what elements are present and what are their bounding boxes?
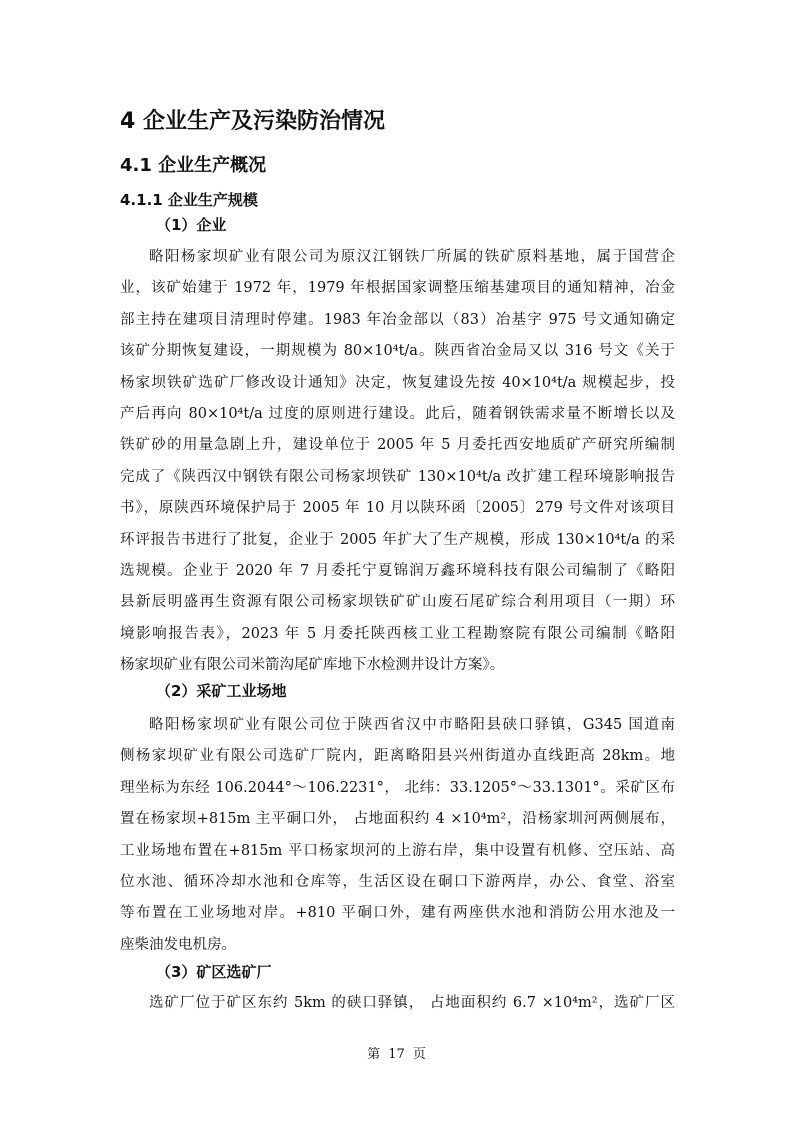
text-line: 境影响报告表》，2023 年 5 月委托陕西核工业工程勘察院有限公司编制《略阳 [120, 625, 675, 642]
item-heading-concentrator: （3）矿区选矿厂 [156, 963, 272, 981]
text-line: 略阳杨家坝矿业有限公司位于陕西省汉中市略阳县硖口驿镇，G345 国道南 [149, 717, 675, 733]
text-line: 座柴油发电机房。 [120, 936, 236, 953]
page-number-prefix: 第 [367, 1047, 381, 1062]
text-line: 产后再向 80×10⁴t/a 过度的原则进行建设。此后，随着钢铁需求量不断增长以及 [120, 405, 675, 422]
text-line: 完成了《陕西汉中钢铁有限公司杨家坝铁矿 130×10⁴t/a 改扩建工程环境影响报告 [120, 468, 675, 485]
text-line: 县新辰明盛再生资源有限公司杨家坝铁矿矿山废石尾矿综合利用项目（一期）环 [120, 594, 675, 611]
page-number: 17 [388, 1047, 405, 1062]
text-line: 书》，原陕西环境保护局于 2005 年 10 月以陕环函〔2005〕279 号文件对该项目 [120, 500, 675, 517]
text-line: 部主持在建项目清理时停建。1983 年冶金部以（83）冶基字 975 号文通知确定 [120, 311, 675, 328]
text-line: 该矿分期恢复建设，一期规模为 80×10⁴t/a。陕西省冶金局又以 316 号文《关于 [120, 343, 675, 360]
text-line: 业，该矿始建于 1972 年，1979 年根据国家调整压缩基建项目的通知精神，冶金 [120, 280, 675, 297]
text-line: 选规模。企业于 2020 年 7 月委托宁夏锦润万鑫环境科技有限公司编制了《略阳 [120, 562, 675, 579]
item-heading-mining-site: （2）采矿工业场地 [156, 682, 287, 700]
paragraph-enterprise [120, 242, 675, 681]
paragraph-mining-site [120, 710, 675, 961]
text-line: 铁矿砂的用量急剧上升，建设单位于 2005 年 5 月委托西安地质矿产研究所编制 [120, 437, 675, 454]
page-footer [0, 1043, 793, 1062]
text-line: 杨家坝铁矿选矿厂修改设计通知》决定，恢复建设先按 40×10⁴t/a 规模起步，投 [120, 374, 675, 391]
text-line: 略阳杨家坝矿业有限公司为原汉江钢铁厂所属的铁矿原料基地，属于国营企 [149, 249, 675, 265]
page-number-suffix: 页 [412, 1047, 426, 1062]
text-line: 位水池、循环冷却水池和仓库等，生活区设在硐口下游两岸，办公、食堂、浴室 [120, 873, 675, 890]
text-line: 理坐标为东经 106.2044°～106.2231°， 北纬：33.1205°～33.1301°。采矿区布 [120, 779, 675, 796]
paragraph-concentrator [120, 988, 675, 1019]
subsection-heading: 4.1.1 企业生产规模 [120, 191, 258, 209]
text-line: 环评报告书进行了批复，企业于 2005 年扩大了生产规模，形成 130×10⁴t/a 的采 [120, 531, 675, 548]
text-line: 等布置在工业场地对岸。+810 平硐口外，建有两座供水池和消防公用水池及一 [120, 905, 675, 922]
item-heading-enterprise: （1）企业 [156, 216, 227, 234]
text-line: 杨家坝矿业有限公司米箭沟尾矿库地下水检测井设计方案》。 [120, 657, 505, 674]
section-heading: 4.1 企业生产概况 [120, 155, 267, 176]
text-line: 侧杨家坝矿业有限公司选矿厂院内，距离略阳县兴州街道办直线距高 28km。地 [120, 748, 675, 765]
text-line: 选矿厂位于矿区东约 5km 的硖口驿镇， 占地面积约 6.7 ×10⁴m²，选矿厂区 [149, 995, 675, 1011]
chapter-heading: 4 企业生产及污染防治情况 [120, 109, 385, 134]
text-line: 工业场地布置在+815m 平口杨家坝河的上游右岸，集中设置有机修、空压站、高 [120, 842, 675, 859]
text-line: 置在杨家坝+815m 主平硐口外， 占地面积约 4 ×10⁴m²，沿杨家圳河两侧展布， [120, 811, 675, 828]
